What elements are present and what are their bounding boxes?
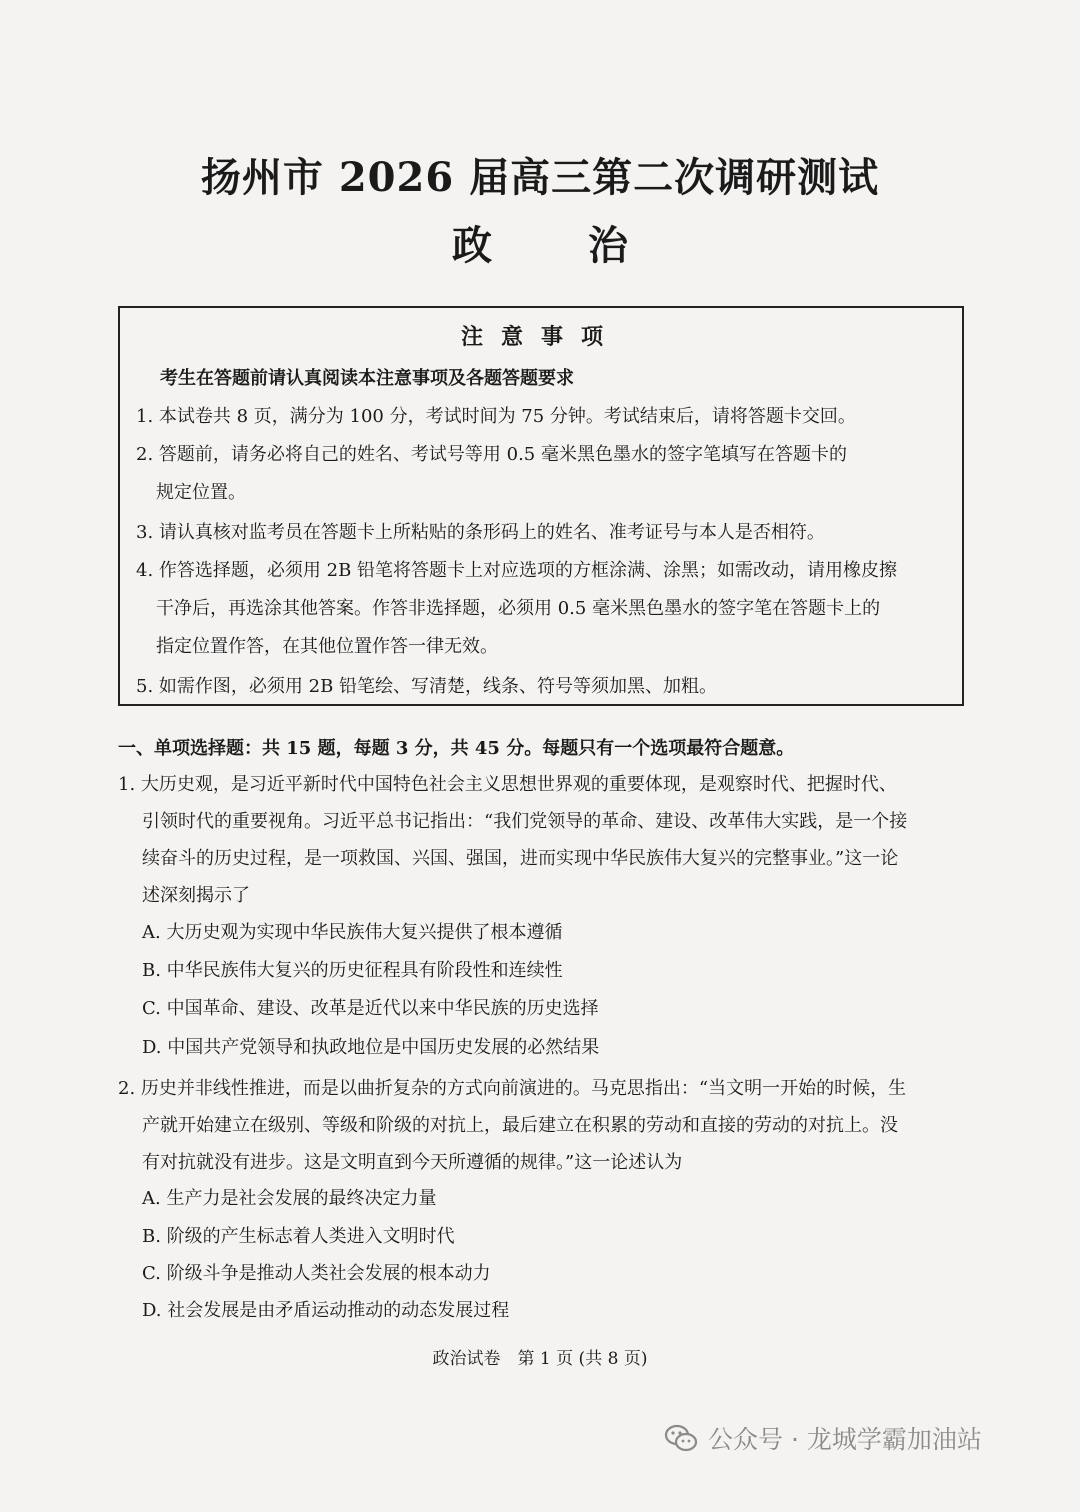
- notice-item-3: 3. 请认真核对监考员在答题卡上所粘贴的条形码上的姓名、准考证号与本人是否相符。: [136, 522, 825, 543]
- exam-title: 扬州市 2026 届高三第二次调研测试: [200, 154, 880, 201]
- notice-box: [118, 306, 964, 706]
- question-1-option-d: D. 中国共产党领导和执政地位是中国历史发展的必然结果: [142, 1037, 600, 1058]
- watermark: [664, 1418, 982, 1458]
- notice-item-5: 5. 如需作图，必须用 2B 铅笔绘、写清楚，线条、符号等须加黑、加粗。: [136, 676, 718, 697]
- question-2-option-b: B. 阶级的产生标志着人类进入文明时代: [142, 1226, 455, 1247]
- question-1-option-a: A. 大历史观为实现中华民族伟大复兴提供了根本遵循: [142, 922, 563, 943]
- wechat-icon: [664, 1421, 698, 1455]
- question-2-option-c: C. 阶级斗争是推动人类社会发展的根本动力: [142, 1263, 491, 1284]
- notice-item-4: 4. 作答选择题，必须用 2B 铅笔将答题卡上对应选项的方框涂满、涂黑；如需改动，请用橡皮擦 干净后，再选涂其他答案。作答非选择题，必须用 0.5 毫米黑色墨水的签字笔在答题卡上的 指定位置作答，在其他位置作答一律无效。: [136, 560, 898, 657]
- question-2-option-d: D. 社会发展是由矛盾运动推动的动态发展过程: [142, 1300, 510, 1321]
- question-1-option-c: C. 中国革命、建设、改革是近代以来中华民族的历史选择: [142, 998, 599, 1019]
- question-1-option-b: B. 中华民族伟大复兴的历史征程具有阶段性和连续性: [142, 960, 563, 981]
- notice-item-1: 1. 本试卷共 8 页，满分为 100 分，考试时间为 75 分钟。考试结束后，请将答题卡交回。: [136, 406, 856, 427]
- subject-char-2: 治: [588, 222, 628, 269]
- section-heading: 一、单项选择题：共 15 题，每题 3 分，共 45 分。每题只有一个选项最符合题意。: [118, 738, 795, 759]
- subject-char-1: 政: [452, 222, 492, 269]
- question-2-option-a: A. 生产力是社会发展的最终决定力量: [142, 1188, 437, 1209]
- page-footer: 政治试卷 第 1 页 (共 8 页): [432, 1349, 648, 1369]
- watermark-text: 公众号 · 龙城学霸加油站: [708, 1425, 982, 1454]
- notice-lead: 考生在答题前请认真阅读本注意事项及各题答题要求: [160, 368, 574, 389]
- notice-item-2: 2. 答题前，请务必将自己的姓名、考试号等用 0.5 毫米黑色墨水的签字笔填写在答题卡的 规定位置。: [136, 444, 847, 503]
- question-1-stem: 1. 大历史观，是习近平新时代中国特色社会主义思想世界观的重要体现，是观察时代、把握时代、 引领时代的重要视角。习近平总书记指出：“我们党领导的革命、建设、改革伟大实践，是一个接 续奋斗的历史过程，是一项救国、兴国、强国，进而实现中华民族伟大复兴的完整事业。”这一论 述深刻揭示了: [118, 774, 908, 906]
- exam-subject: [0, 214, 1080, 271]
- notice-title: 注意事项: [460, 324, 621, 350]
- question-2-stem: 2. 历史并非线性推进，而是以曲折复杂的方式向前演进的。马克思指出：“当文明一开始的时候，生 产就开始建立在级别、等级和阶级的对抗上，最后建立在积累的劳动和直接的劳动的对抗上。没 有对抗就没有进步。这是文明直到今天所遵循的规律。”这一论述认为: [118, 1078, 907, 1173]
